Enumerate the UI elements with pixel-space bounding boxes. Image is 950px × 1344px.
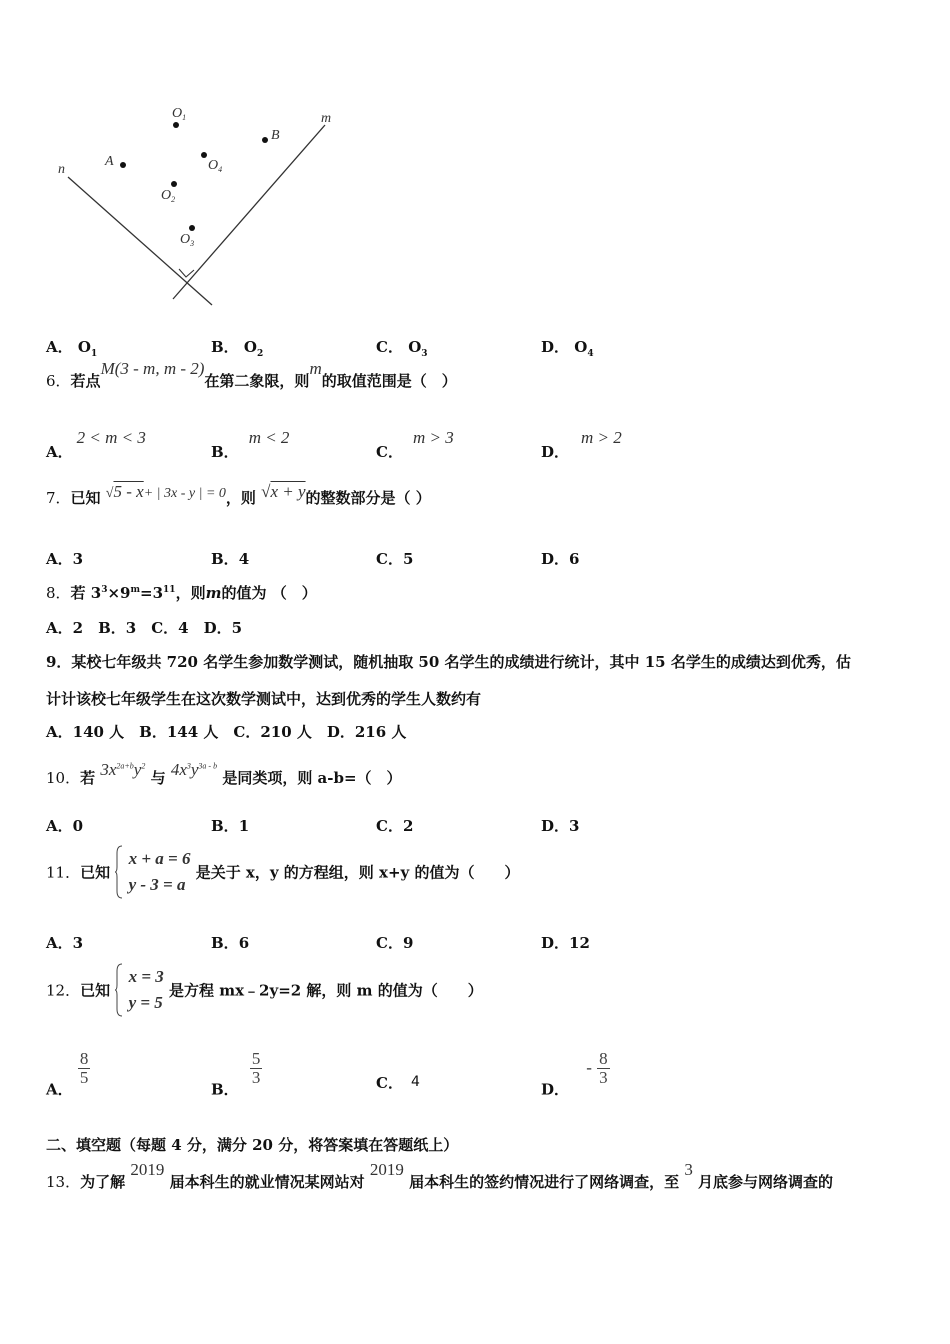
q12-option-b[interactable]: B． $\frac{5}{3}$ [211, 1049, 261, 1099]
question-9-line2: 计计该校七年级学生在这次数学测试中，达到优秀的学生人数约有 [46, 690, 482, 708]
q7-option-a[interactable]: A．3 [46, 550, 84, 568]
label-o1: $O_1$ [172, 106, 187, 122]
label-o2: $O_2$ [161, 188, 176, 204]
label-b: B [271, 128, 280, 143]
brace-icon [115, 963, 123, 1017]
q9-options[interactable]: A．140 人 B．144 人 C．210 人 D．216 人 [46, 723, 407, 741]
q11-option-c[interactable]: C．9 [376, 934, 414, 952]
q8-options[interactable]: A．2 B．3 C．4 D．5 [46, 619, 243, 637]
q12-option-c[interactable]: C． 4 [376, 1074, 420, 1092]
q6-option-d[interactable]: D．m > 2 [541, 428, 622, 461]
label-n: n [58, 162, 65, 177]
q5-option-d[interactable]: D． $O_4$ [541, 338, 594, 359]
q11-option-d[interactable]: D．12 [541, 934, 590, 952]
label-o4: $O_4$ [208, 158, 223, 174]
question-9-line1: 9．某校七年级共 720 名学生参加数学测试，随机抽取 50 名学生的成绩进行统计，其中 15 名学生的成绩达到优秀，估 [46, 653, 851, 671]
question-12: 12．已知 x = 3 y = 5 是方程 mx﹣2y=2 解，则 m 的值为（ ） [46, 963, 483, 1019]
q6-option-b[interactable]: B．m < 2 [211, 428, 290, 461]
q5-option-b[interactable]: B． $O_2$ [211, 338, 264, 359]
q10-option-c[interactable]: C．2 [376, 817, 414, 835]
q7-option-d[interactable]: D．6 [541, 550, 580, 568]
brace-icon [115, 845, 123, 899]
point-b [262, 137, 268, 143]
q7-option-c[interactable]: C．5 [376, 550, 414, 568]
q11-option-b[interactable]: B．6 [211, 934, 250, 952]
q10-option-a[interactable]: A．0 [46, 817, 84, 835]
q6-option-c[interactable]: C．m > 3 [376, 428, 454, 461]
q6-option-a[interactable]: A．2 < m < 3 [46, 428, 146, 461]
question-13: 13．为了解 2019 届本科生的就业情况某网站对 2019 届本科生的签约情况进行了网络调查，至 3 月底参与网络调查的 [46, 1160, 834, 1191]
q12-option-a[interactable]: A． $\frac{8}{5}$ [46, 1049, 89, 1099]
q12-option-d[interactable]: D． - $\frac{8}{3}$ [541, 1049, 608, 1099]
point-a [120, 162, 126, 168]
point-o4 [201, 152, 207, 158]
question-8: 8．若 $3^3\times 9^m=3^{11}$，则m的值为 （ ） [46, 584, 317, 602]
geometry-figure [40, 95, 360, 315]
right-angle-mark [179, 269, 194, 277]
point-o3 [189, 225, 195, 231]
q11-option-a[interactable]: A．3 [46, 934, 84, 952]
question-10: 10．若 $3x^{2a+b}y^2$ 与 $4x^3y^{3a - b}$ 是同类项，则 a-b=（ ） [46, 760, 402, 787]
label-a: A [105, 154, 114, 169]
point-o1 [173, 122, 179, 128]
q5-option-a[interactable]: A． $O_1$ [46, 338, 98, 359]
q10-option-b[interactable]: B．1 [211, 817, 250, 835]
q10-option-d[interactable]: D．3 [541, 817, 580, 835]
label-o3: $O_3$ [180, 232, 195, 248]
point-o2 [171, 181, 177, 187]
section-2-title: 二、填空题（每题 4 分，满分 20 分，将答案填在答题纸上） [46, 1136, 459, 1154]
question-6: 6．若点M(3 - m, m - 2)在第二象限，则m的取值范围是（ ） [46, 359, 457, 390]
question-11: 11．已知 x + a = 6 y - 3 = a 是关于 x，y 的方程组，则 x+y 的值为（ ） [46, 845, 519, 901]
question-7: 7．已知 √5 - x+ | 3x - y | = 0，则 √x + y的整数部分是（ ） [46, 482, 431, 507]
q7-option-b[interactable]: B．4 [211, 550, 250, 568]
q5-option-c[interactable]: C． $O_3$ [376, 338, 428, 359]
label-m: m [321, 111, 332, 126]
line-m [173, 125, 325, 299]
